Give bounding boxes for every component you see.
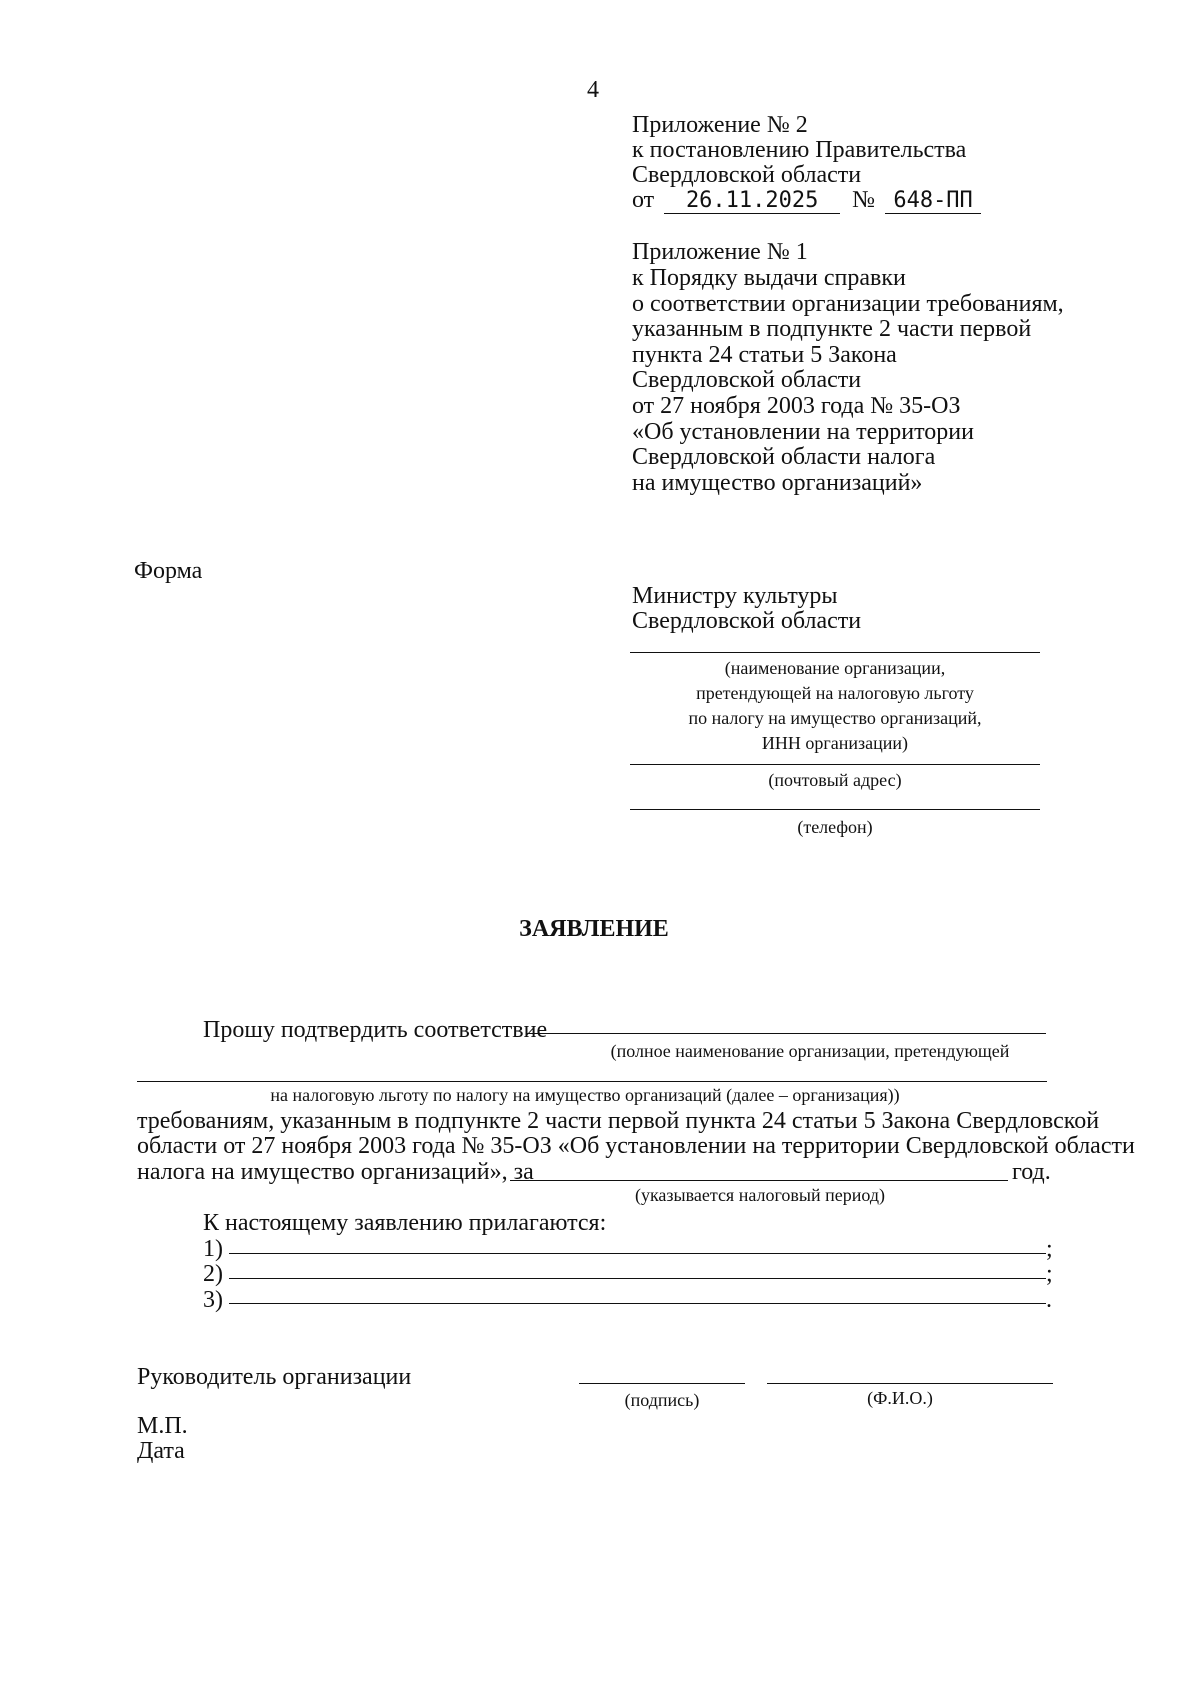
phone-field-line[interactable] <box>630 809 1040 810</box>
appendix1-line: пункта 24 статьи 5 Закона <box>632 342 897 368</box>
appendix1-line: о соответствии организации требованиям, <box>632 291 1064 317</box>
appendix2-date-line <box>632 186 981 214</box>
appendix2-line1: Приложение № 2 <box>632 112 808 138</box>
full-name-continuation-line[interactable] <box>137 1081 1047 1082</box>
attachment-end: . <box>1046 1287 1052 1313</box>
attachment-number: 2) <box>203 1261 223 1287</box>
tax-period-field-line[interactable] <box>510 1180 1008 1181</box>
appendix2-line3: Свердловской области <box>632 162 862 188</box>
appendix1-line: «Об установлении на территории <box>632 419 974 445</box>
attachment-number: 1) <box>203 1236 223 1262</box>
form-label: Форма <box>134 558 203 584</box>
body-line-a: требованиям, указанным в подпункте 2 части первой пункта 24 статьи 5 Закона Свердловской <box>137 1108 1100 1134</box>
full-name-field-line[interactable] <box>526 1033 1046 1034</box>
attachment-field-line[interactable] <box>229 1303 1046 1304</box>
number-sign: № <box>852 187 876 213</box>
attachment-end: ; <box>1046 1236 1053 1262</box>
attachment-field-line[interactable] <box>229 1253 1046 1254</box>
addressee-line1: Министру культуры <box>632 583 838 609</box>
body-line-b: области от 27 ноября 2003 года № 35-ОЗ «Об установлении на территории Свердловской области <box>137 1133 1135 1159</box>
signature-field-line[interactable] <box>579 1383 745 1384</box>
postal-address-field-line[interactable] <box>630 764 1040 765</box>
tax-period-caption: (указывается налоговый период) <box>634 1185 886 1205</box>
appendix1-line: к Порядку выдачи справки <box>632 265 906 291</box>
fio-caption: (Ф.И.О.) <box>867 1388 933 1408</box>
appendix1-line: Свердловской области <box>632 367 862 393</box>
appendix1-line: от 27 ноября 2003 года № 35-ОЗ <box>632 393 961 419</box>
appendix1-line: на имущество организаций» <box>632 470 923 496</box>
request-prefix: Прошу подтвердить соответствие <box>203 1017 548 1043</box>
signature-caption: (подпись) <box>624 1390 700 1410</box>
resolution-date: 26.11.2025 <box>664 189 840 214</box>
attachment-field-line[interactable] <box>229 1278 1046 1279</box>
date-label: Дата <box>137 1438 185 1464</box>
attachment-end: ; <box>1046 1261 1053 1287</box>
org-caption-line: по налогу на имущество организаций, <box>688 708 982 728</box>
from-prefix: от <box>632 187 655 213</box>
attachments-intro: К настоящему заявлению прилагаются: <box>203 1210 607 1236</box>
document-title: ЗАЯВЛЕНИЕ <box>519 916 669 942</box>
org-caption-line: претендующей на налоговую льготу <box>696 683 974 703</box>
resolution-number: 648-ПП <box>885 189 981 214</box>
addressee-line2: Свердловской области <box>632 608 862 634</box>
appendix2-line2: к постановлению Правительства <box>632 137 967 163</box>
appendix1-line: Приложение № 1 <box>632 239 808 265</box>
phone-caption: (телефон) <box>797 817 873 837</box>
year-suffix: год. <box>1012 1159 1051 1185</box>
org-caption-line: (наименование организации, <box>724 658 946 678</box>
org-caption-line: ИНН организации) <box>761 733 909 753</box>
attachment-number: 3) <box>203 1287 223 1313</box>
head-label: Руководитель организации <box>137 1364 412 1390</box>
org-name-caption <box>630 656 1040 756</box>
appendix1-line: Свердловской области налога <box>632 444 936 470</box>
benefit-caption: на налоговую льготу по налогу на имущество организаций (далее – организация)) <box>270 1085 900 1105</box>
org-name-field-line[interactable] <box>630 652 1040 653</box>
full-name-caption: (полное наименование организации, претендующей <box>610 1041 1010 1061</box>
appendix1-line: указанным в подпункте 2 части первой <box>632 316 1032 342</box>
page-number: 4 <box>587 77 599 103</box>
seal-label: М.П. <box>137 1413 188 1439</box>
body-line-c-prefix: налога на имущество организаций», за <box>137 1159 534 1185</box>
full-name-signature-line[interactable] <box>767 1383 1053 1384</box>
postal-address-caption: (почтовый адрес) <box>768 770 902 790</box>
